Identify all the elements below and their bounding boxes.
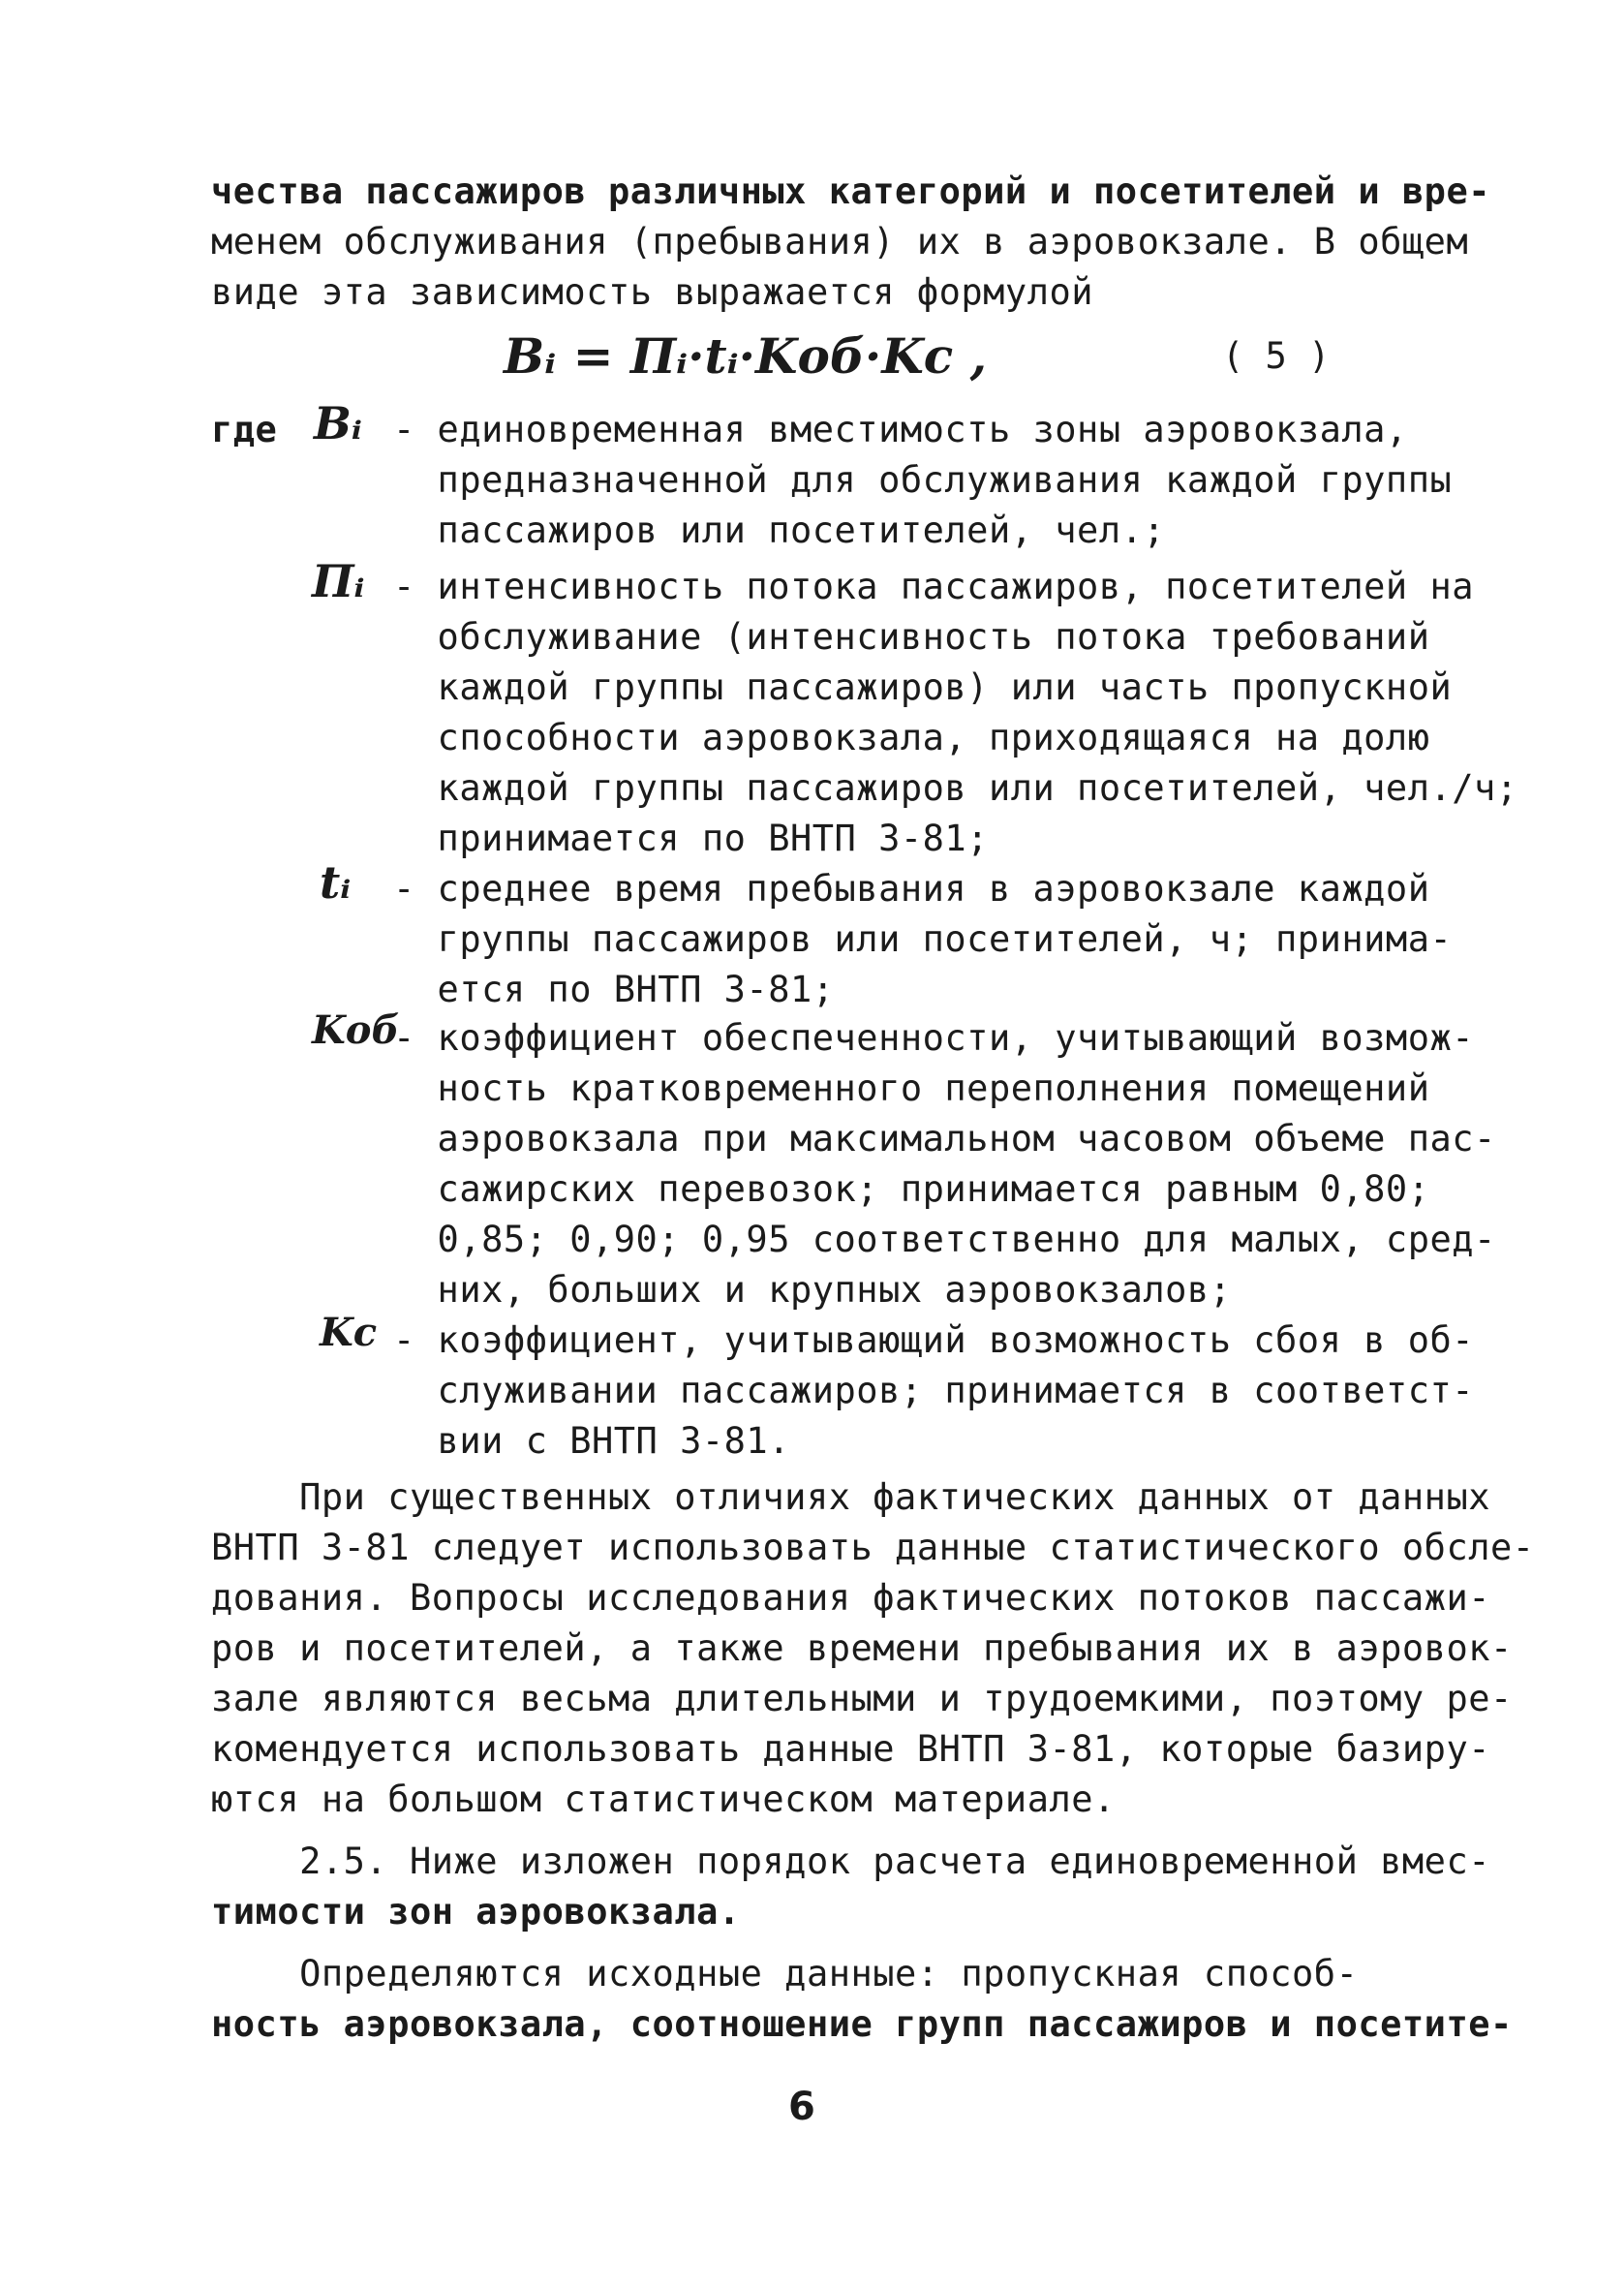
symbol-b-i: Bᵢ — [314, 397, 362, 449]
definition-line: - коэффициент, учитывающий возможность сбоя в об- — [393, 1319, 1475, 1361]
definition-line: них, больших и крупных аэровокзалов; — [393, 1269, 1232, 1311]
paragraph-line: При существенных отличиях фактических данных от данных — [211, 1476, 1491, 1518]
definition-line: сажирских перевозок; принимается равным 0,80; — [393, 1168, 1430, 1210]
paragraph-line: 2.5. Ниже изложен порядок расчета единовременной вмес- — [211, 1840, 1491, 1882]
definition-line: способности аэровокзала, приходящаяся на долю — [393, 717, 1430, 758]
formula: Bᵢ = Пᵢ·tᵢ·Kоб·Kс , — [504, 327, 988, 385]
definition-line: - единовременная вместимость зоны аэровокзала, — [393, 409, 1408, 450]
intro-line: чества пассажиров различных категорий и посетителей и вре- — [211, 170, 1491, 212]
symbol-k-s: Kс — [320, 1310, 378, 1355]
intro-line: виде эта зависимость выражается формулой — [211, 271, 1094, 313]
definition-line: 0,85; 0,90; 0,95 соответственно для малых, сред- — [393, 1219, 1496, 1260]
definition-line: обслуживание (интенсивность потока требований — [393, 616, 1430, 658]
symbol-k-ob: Kоб — [312, 1007, 400, 1053]
paragraph-line: ров и посетителей, а также времени пребывания их в аэровок- — [211, 1627, 1513, 1669]
intro-line: менем обслуживания (пребывания) их в аэровокзале. В общем — [211, 221, 1469, 263]
paragraph-line: тимости зон аэровокзала. — [211, 1891, 741, 1933]
definition-line: группы пассажиров или посетителей, ч; принима- — [393, 918, 1453, 960]
definition-line: - коэффициент обеспеченности, учитывающий возмож- — [393, 1017, 1475, 1059]
definition-line: ется по ВНТП 3-81; — [393, 969, 835, 1010]
where-label: где — [211, 409, 278, 450]
definition-line: служивании пассажиров; принимается в соответст- — [393, 1370, 1475, 1411]
definition-line: вии с ВНТП 3-81. — [393, 1420, 790, 1462]
paragraph-line: ются на большом статистическом материале. — [211, 1779, 1116, 1820]
paragraph-line: комендуется использовать данные ВНТП 3-81, которые базиру- — [211, 1728, 1491, 1770]
definition-line: - интенсивность потока пассажиров, посетителей на — [393, 566, 1475, 607]
symbol-t-i: tᵢ — [320, 856, 352, 909]
definition-line: - среднее время пребывания в аэровокзале каждой — [393, 868, 1430, 910]
definition-line: пассажиров или посетителей, чел.; — [393, 510, 1166, 551]
paragraph-line: ность аэровокзала, соотношение групп пассажиров и посетите- — [211, 2003, 1513, 2045]
paragraph-line: зале являются весьма длительными и трудоемкими, поэтому ре- — [211, 1678, 1513, 1719]
formula-number: ( 5 ) — [1222, 335, 1331, 377]
paragraph-line: дования. Вопросы исследования фактических потоков пассажи- — [211, 1577, 1491, 1619]
page-number: 6 — [788, 2085, 815, 2129]
definition-line: аэровокзала при максимальном часовом объеме пас- — [393, 1118, 1496, 1160]
definition-line: каждой группы пассажиров) или часть пропускной — [393, 666, 1453, 708]
definition-line: каждой группы пассажиров или посетителей, чел./ч; — [393, 767, 1518, 809]
definition-line: принимается по ВНТП 3-81; — [393, 818, 989, 859]
paragraph-line: ВНТП 3-81 следует использовать данные статистического обсле- — [211, 1527, 1535, 1568]
definition-line: предназначенной для обслуживания каждой группы — [393, 459, 1453, 501]
symbol-p-i: Пᵢ — [312, 555, 365, 607]
paragraph-line: Определяются исходные данные: пропускная способ- — [211, 1953, 1359, 1995]
definition-line: ность кратковременного переполнения помещений — [393, 1067, 1430, 1109]
